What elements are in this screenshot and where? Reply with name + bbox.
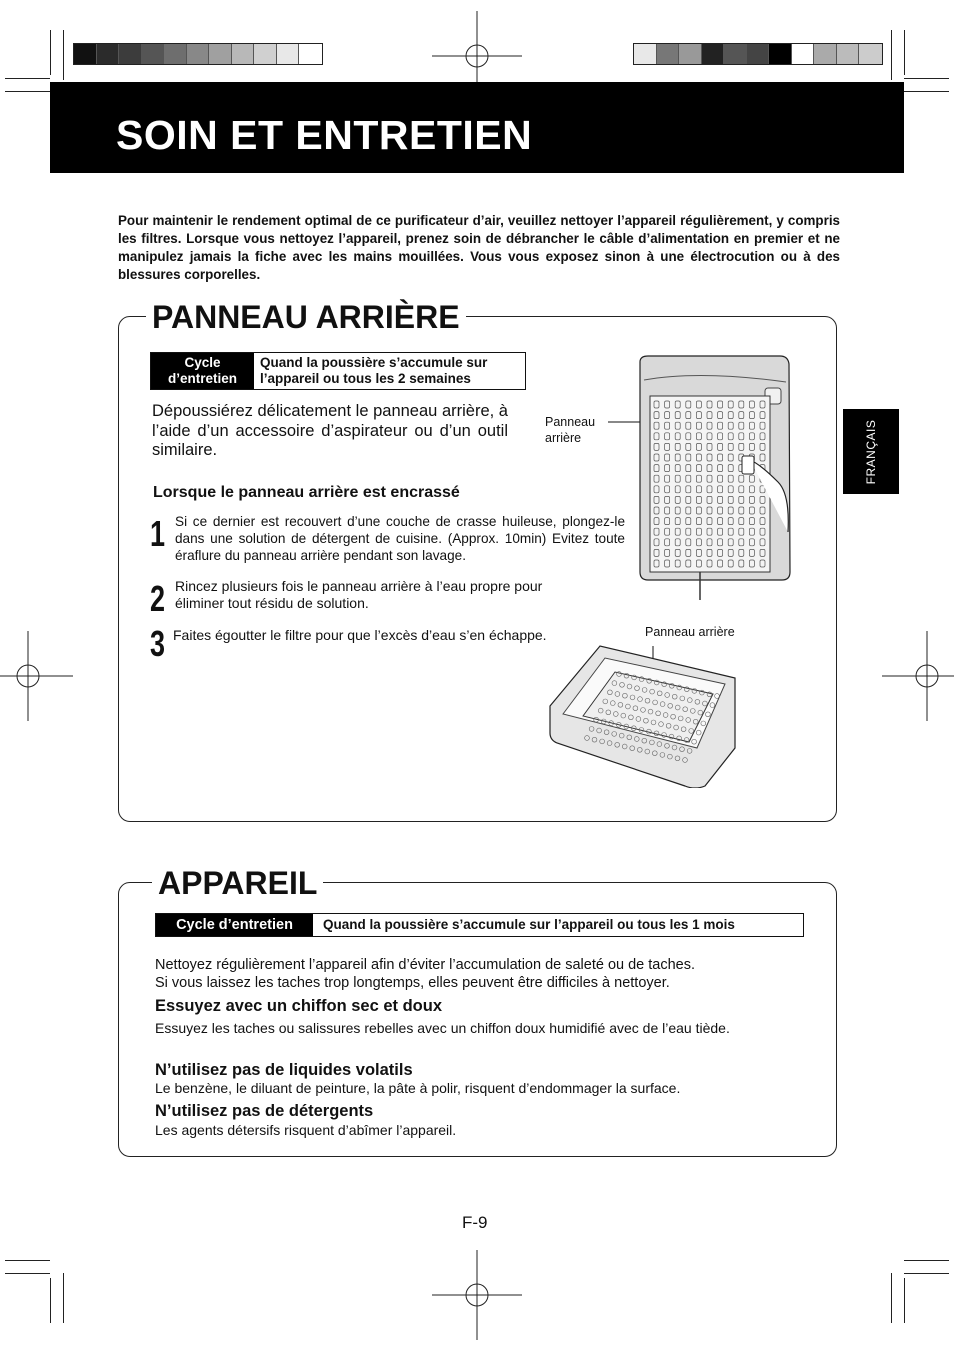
color-swatch <box>254 44 277 64</box>
crop-mark <box>63 1273 64 1323</box>
tip-text: Le benzène, le diluant de peinture, la pâte à polir, risquent d’endommager la surface. <box>155 1080 681 1096</box>
color-swatch <box>142 44 165 64</box>
unit-cycle-table <box>155 913 804 937</box>
color-swatch <box>232 44 255 64</box>
page-number: F-9 <box>462 1213 488 1232</box>
page-title: SOIN ET ENTRETIEN <box>116 112 533 158</box>
tip-heading: Essuyez avec un chiffon sec et doux <box>155 997 443 1015</box>
step-text: Rincez plusieurs fois le panneau arrière à l’eau propre pour éliminer tout résidu de solution. <box>175 578 543 611</box>
color-swatch <box>769 44 792 64</box>
language-tab <box>843 409 899 494</box>
registration-mark-icon <box>882 631 954 721</box>
crop-mark <box>904 1260 949 1261</box>
purifier-rear-illustration <box>600 352 815 602</box>
step-number: 2 <box>150 578 166 619</box>
cycle-label: Cycle d’entretien <box>156 914 313 936</box>
color-swatch <box>657 44 680 64</box>
rear-panel-cycle-table <box>150 352 526 390</box>
color-swatch <box>277 44 300 64</box>
crop-mark <box>5 91 50 92</box>
color-swatch <box>814 44 837 64</box>
crop-mark <box>904 1278 905 1323</box>
crop-mark <box>891 30 892 80</box>
rear-panel-title: PANNEAU ARRIÈRE <box>146 298 466 336</box>
tip-text: Essuyez les taches ou salissures rebelles avec un chiffon doux humidifié avec de l’eau tiède. <box>155 1020 730 1036</box>
step-text: Faites égoutter le filtre pour que l’excès d’eau s’en échappe. <box>173 627 547 643</box>
color-swatch <box>164 44 187 64</box>
dirty-panel-heading: Lorsque le panneau arrière est encrassé <box>153 484 460 501</box>
crop-mark <box>904 30 905 75</box>
color-swatch <box>299 44 322 64</box>
wash-tray-illustration <box>545 638 745 788</box>
color-swatch <box>837 44 860 64</box>
tip-heading: N’utilisez pas de liquides volatils <box>155 1061 413 1079</box>
color-swatch <box>74 44 97 64</box>
crop-mark <box>5 1260 50 1261</box>
registration-mark-icon <box>432 1250 522 1340</box>
tip-text: Les agents détersifs risquent d’abîmer l’appareil. <box>155 1122 457 1138</box>
rear-panel-description: Dépoussiérez délicatement le panneau arrière, à l’aide d’un accessoire d’aspirateur ou d’un outil similaire. <box>152 402 508 459</box>
color-swatch <box>679 44 702 64</box>
unit-intro-line: Si vous laissez les taches trop longtemps, elles peuvent être difficiles à nettoyer. <box>155 975 670 991</box>
crop-mark <box>50 1278 51 1323</box>
color-swatch <box>702 44 725 64</box>
color-swatch <box>747 44 770 64</box>
crop-mark <box>904 78 949 79</box>
crop-mark <box>50 30 51 75</box>
crop-mark <box>904 1273 949 1274</box>
crop-mark <box>63 30 64 80</box>
color-swatch <box>634 44 657 64</box>
tip-heading: N’utilisez pas de détergents <box>155 1102 374 1120</box>
unit-title: APPAREIL <box>152 864 323 902</box>
cycle-value: Quand la poussière s’accumule sur l’appareil ou tous les 1 mois <box>313 914 741 936</box>
color-swatch <box>187 44 210 64</box>
language-tab-label: FRANÇAIS <box>864 419 878 484</box>
step-number: 3 <box>150 623 166 664</box>
color-bar-right <box>633 43 883 65</box>
crop-mark <box>5 1273 50 1274</box>
color-swatch <box>792 44 815 64</box>
color-swatch <box>724 44 747 64</box>
color-bar-left <box>73 43 323 65</box>
rear-panel-callout: Panneau arrière <box>545 415 596 445</box>
crop-mark <box>904 91 949 92</box>
color-swatch <box>859 44 882 64</box>
step-text: Si ce dernier est recouvert d’une couche de crasse huileuse, plongez-le dans une solution de détergent de cuisine. (Approx. 10min) Evitez toute éraflure du panneau arrière pendant son lavage. <box>175 514 625 563</box>
unit-intro-line: Nettoyez régulièrement l’appareil afin d’éviter l’accumulation de saleté ou de taches. <box>155 957 696 973</box>
cycle-label: Cycle d’entretien <box>151 353 254 389</box>
intro-warning: Pour maintenir le rendement optimal de ce purificateur d’air, veuillez nettoyer l’appareil régulièrement, y compris les filtres. Lorsque vous nettoyez l’appareil, prenez soin de débrancher le câble d’alimentation en premier et ne manipulez jamais la fiche avec les mains mouillées. Vous vous exposez sinon à une électrocution ou à des blessures corporelles. <box>118 213 840 282</box>
color-swatch <box>97 44 120 64</box>
registration-mark-icon <box>0 631 73 721</box>
crop-mark <box>5 78 50 79</box>
color-swatch <box>119 44 142 64</box>
rear-panel-callout: Panneau arrière <box>645 625 735 639</box>
page-header <box>50 82 904 173</box>
cycle-value: Quand la poussière s’accumule sur l’appareil ou tous les 2 semaines <box>254 353 493 389</box>
color-swatch <box>209 44 232 64</box>
crop-mark <box>891 1273 892 1323</box>
step-number: 1 <box>150 513 166 554</box>
